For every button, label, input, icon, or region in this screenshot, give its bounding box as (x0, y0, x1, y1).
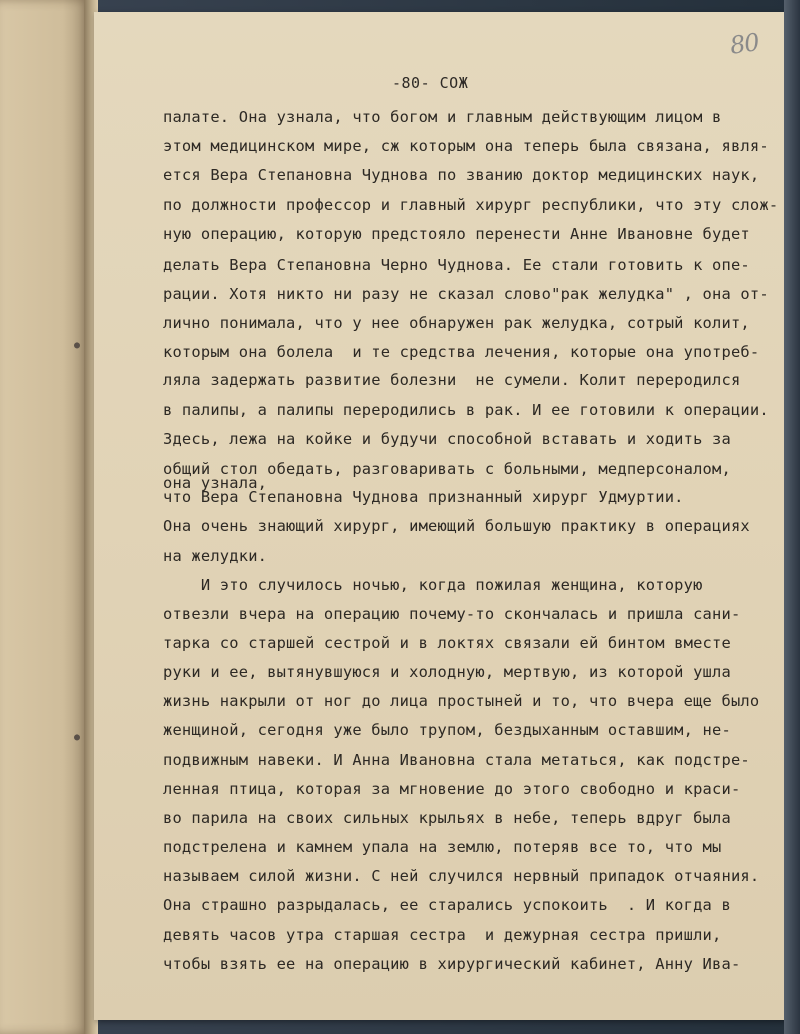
text-line: общий стол обедать, разговаривать с больными, медперсоналом, (163, 460, 731, 478)
right-edge (784, 0, 800, 1034)
text-line: делать Вера Степановна Черно Чуднова. Ее стали готовить к опе- (163, 256, 750, 274)
text-line: называем силой жизни. С ней случился нервный припадок отчаяния. (163, 867, 760, 885)
text-line: во парила на своих сильных крыльях в небе, теперь вдруг была (163, 809, 731, 827)
text-line: ляла задержать развитие болезни не сумели. Колит переродился (163, 371, 741, 389)
text-line: тарка со старшей сестрой и в локтях связали ей бинтом вместе (163, 634, 731, 652)
text-line: Она очень знающий хирург, имеющий большую практику в операциях (163, 517, 750, 535)
text-line: лично понимала, что у нее обнаружен рак желудка, сотрый колит, (163, 314, 750, 332)
text-line: Она страшно разрыдалась, ее старались успокоить . И когда в (163, 896, 731, 914)
text-line: ется Вера Степановна Чуднова по званию доктор медицинских наук, (163, 166, 760, 184)
handwritten-page-number: 80 (728, 28, 761, 60)
text-line: жизнь накрыли от ног до лица простыней и то, что вчера еще было (163, 692, 760, 710)
binding-hole-mark: ● (74, 732, 81, 743)
text-line: рации. Хотя никто ни разу не сказал слово"рак желудка" , она от- (163, 285, 769, 303)
binding-hole-mark: ● (74, 340, 81, 351)
text-line: ленная птица, которая за мгновение до этого свободно и краси- (163, 780, 741, 798)
text-line: по должности профессор и главный хирург республики, что эту слож- (163, 196, 779, 214)
text-line: палате. Она узнала, что богом и главным действующим лицом в (163, 108, 722, 126)
text-line: на желудки. (163, 547, 268, 565)
text-line: Здесь, лежа на койке и будучи способной вставать и ходить за (163, 430, 731, 448)
page-header: -80- СОЖ (392, 74, 469, 92)
text-line: отвезли вчера на операцию почему-то скончалась и пришла сани- (163, 605, 741, 623)
left-page-edge (0, 0, 90, 1034)
text-line: женщиной, сегодня уже было трупом, бездыханным оставшим, не- (163, 721, 731, 739)
text-line: И это случилось ночью, когда пожилая женщина, которую (163, 576, 703, 594)
text-line: которым она болела и те средства лечения, которые она употреб- (163, 343, 760, 361)
text-line: девять часов утра старшая сестра и дежурная сестра пришли, (163, 926, 722, 944)
text-line: в палипы, а палипы переродились в рак. И ее готовили к операции. (163, 401, 769, 419)
text-line: руки и ее, вытянувшуюся и холодную, мертвую, из которой ушла (163, 663, 731, 681)
text-line: что Вера Степановна Чуднова признанный хирург Удмуртии. (163, 488, 684, 506)
text-line: этом медицинском мире, сж которым она теперь была связана, явля- (163, 137, 769, 155)
text-line: она узнала, (163, 474, 268, 492)
text-line: подвижным навеки. И Анна Ивановна стала метаться, как подстре- (163, 751, 750, 769)
text-line: чтобы взять ее на операцию в хирургический кабинет, Анну Ива- (163, 955, 741, 973)
text-line: ную операцию, которую предстояло перенести Анне Ивановне будет (163, 225, 750, 243)
text-line: подстрелена и камнем упала на землю, потеряв все то, что мы (163, 838, 722, 856)
